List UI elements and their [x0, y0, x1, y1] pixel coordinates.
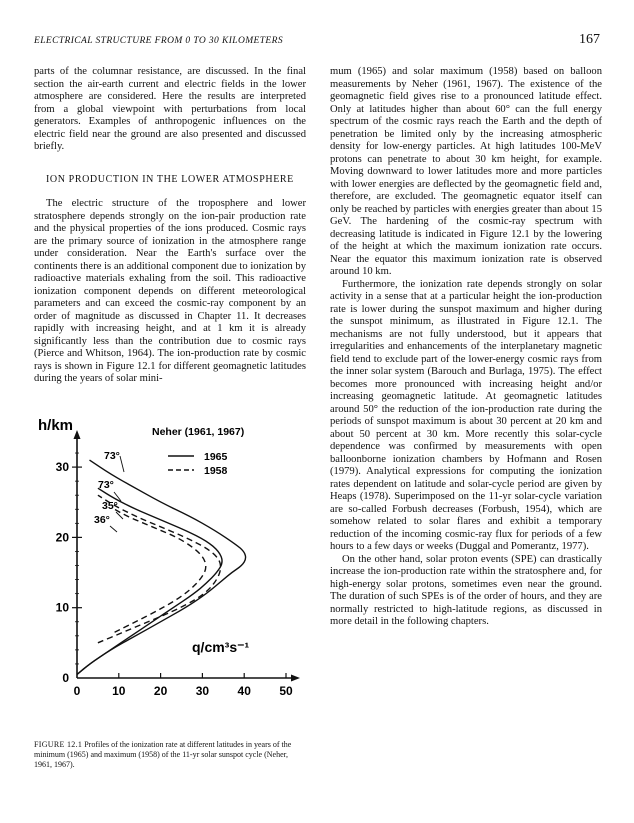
x-tick-label: 40	[237, 684, 251, 698]
right-paragraph-1: mum (1965) and solar maximum (1958) based on balloon measurements by Neher (1961, 1967). The existence of the geomagnetic field gives rise to a pronounced latitude effect. Only at latitudes higher than about 60° can the full energy spectrum of the cosmic rays reach the Earth and the depth of penetration be limited only by the increasing atmospheric density for low-energy particles. At high latitudes 100-MeV protons can penetrate to about 30 km height, for example. Moving downward to lower latitudes more and more particles with lower energies are deflected by the geomagnetic field and, therefore, are excluded. The geomagnetic equator itself can only be reached by particles with energies greater than about 15 GeV. The hardening of the cosmic-ray spectrum with decreasing latitude is indicated in Figure 12.1 by the lowering of the height at which the maximum ionization rate occurs. Near the equator this maximum ionization rate is observed around 10 km.	[330, 66, 602, 277]
right-paragraph-3: On the other hand, solar proton events (SPE) can drastically increase the ion-production rate within the stratosphere and, for high-energy solar protons, sometimes even near the ground. The duration of such SPEs is of the order of hours, and they are normally restricted to high-latitude regions, as discussed in more detail in the following chapters.	[330, 553, 602, 627]
y-axis-arrow	[74, 430, 81, 439]
latitude-label: 35°	[102, 500, 118, 512]
latitude-pointer	[120, 456, 124, 472]
series-line-1958-73deg	[98, 495, 221, 643]
x-tick-label: 10	[112, 684, 126, 698]
axes	[72, 430, 300, 682]
x-tick-label: 30	[195, 684, 210, 698]
series-line-1958-36deg	[115, 509, 206, 632]
latitude-label: 73°	[98, 479, 114, 491]
page-header	[34, 32, 600, 52]
caption-label: FIGURE 12.1	[34, 740, 83, 749]
chart-title: Neher (1961, 1967)	[152, 426, 245, 438]
legend-label: 1965	[204, 451, 228, 463]
right-paragraph-2: Furthermore, the ionization rate depends strongly on solar activity in a sense that at a particular height the ion-production rate is lower during the sunspot maximum and higher during the sunspot minimum, as illustrated in Figure 12.1. The mechanisms are not fully understood, but it appears that irregularities and enhancements of the interplanetary magnetic field tend to exclude part of the lower-energy cosmic rays from the inner solar system (Barouch and Burlaga, 1975). The effect becomes more pronounced with increasing height and/or increasing geomagnetic latitude. At geomagnetic latitudes around 50° the reduction of the ion-production rate during the periods of sunspot maximum is about 30 percent at 20 km and about 50 percent at 30 km. More recently this solar-cycle dependence was confirmed by measurements with open balloonborne ionization chambers by Hofmann and Rosen (1979). Analytical expressions for computing the ionization rates dependent on latitude and solar-cycle period are given by Heaps (1978). Superimposed on the 11-yr solar-cycle variation are so-called Forbush decreases (Forbush, 1954), which are somehow related to solar flares and exhibit a temporary reduction of the incoming cosmic-ray flux for periods of a few hours to a few days or weeks (Duggal and Pomerantz, 1977).	[330, 278, 602, 552]
x-tick-label: 0	[73, 684, 81, 698]
latitude-label: 73°	[104, 450, 120, 462]
left-column	[34, 66, 306, 386]
running-head: ELECTRICAL STRUCTURE FROM 0 TO 30 KILOMETERS	[34, 36, 283, 46]
intro-paragraph: parts of the columnar resistance, are discussed. In the final section the air-earth current and electric fields in the lower atmosphere are considered. Here the results are interpreted from a global viewpoint with perturbations from local generators. Examples of anthropogenic influences on the electric field near the ground are also presented and discussed briefly.	[34, 66, 306, 152]
right-column	[330, 66, 602, 629]
y-tick-label: 0	[62, 671, 69, 685]
x-axis-label: q/cm³s⁻¹	[192, 639, 250, 655]
page-number: 167	[579, 32, 600, 47]
caption-text: Profiles of the ionization rate at different latitudes in years of the minimum (1965) and maximum (1958) of the 11-yr solar sunspot cycle (Neher, 1961, 1967).	[34, 740, 292, 769]
y-axis-label: h/km	[38, 417, 74, 434]
ionization-chart	[34, 406, 306, 736]
latitude-label: 36°	[94, 514, 110, 526]
section-heading: ION PRODUCTION IN THE LOWER ATMOSPHERE	[46, 173, 294, 185]
x-axis-arrow	[291, 675, 300, 682]
y-tick-label: 20	[55, 530, 69, 545]
latitude-pointer	[110, 526, 117, 532]
y-tick-label: 10	[55, 600, 69, 615]
figure-caption	[34, 740, 304, 770]
legend-label: 1958	[204, 465, 228, 477]
y-tick-label: 30	[55, 460, 69, 475]
figure-12-1	[34, 406, 306, 736]
x-tick-label: 20	[153, 684, 168, 698]
latitude-pointer	[116, 512, 123, 519]
x-tick-label: 50	[279, 684, 293, 698]
section-paragraph: The electric structure of the troposphere and lower stratosphere depends strongly on the ion-pair production rate and the physical properties of the ions produced. Cosmic rays are the primary source of ionization in the atmosphere range under consideration. Near the Earth's surface over the continents there is an additional component due to ionization by radioactive materials exhaling from the soil. This radioactive ionization component depends on different meteorological parameters and can exceed the cosmic-ray component by an order of magnitude as discussed in Chapter 11. It decreases rapidly with increasing height, and at 1 km it is already significantly less than the contribution due to cosmic rays (Pierce and Whitson, 1964). The ion-production rate by cosmic rays is shown in Figure 12.1 for different geomagnetic latitudes during the years of solar mini-	[34, 198, 306, 384]
